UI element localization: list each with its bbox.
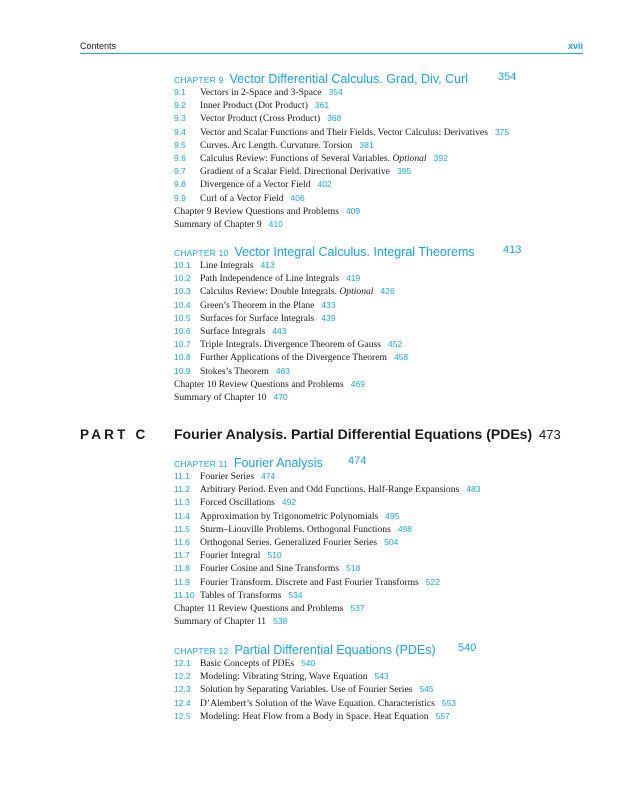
toc-entry xyxy=(174,152,594,165)
summary-page: 410 xyxy=(268,218,283,229)
chapter-10 xyxy=(174,243,594,404)
toc-entry xyxy=(174,670,594,683)
chapter-title: Fourier Analysis xyxy=(233,456,323,470)
toc-entry xyxy=(174,192,594,205)
section-page: 504 xyxy=(384,536,399,547)
summary-page: 538 xyxy=(273,616,288,627)
review-title: Chapter 11 Review Questions and Problems xyxy=(174,602,344,614)
section-page: 540 xyxy=(301,658,316,668)
section-page: 375 xyxy=(494,126,510,137)
section-page: 452 xyxy=(388,339,403,350)
section-title: Fourier Series xyxy=(200,471,255,482)
section-number: 9.2 xyxy=(174,100,186,111)
review-page: 537 xyxy=(350,602,365,613)
toc-entry xyxy=(174,259,594,272)
summary-entry xyxy=(174,218,594,231)
toc-entry xyxy=(174,99,594,112)
section-title: Modeling: Vibrating String, Wave Equation xyxy=(200,671,368,683)
summary-page: 470 xyxy=(273,391,288,402)
toc-entry xyxy=(174,338,594,351)
section-number: 9.5 xyxy=(174,139,186,150)
toc-entry xyxy=(174,562,594,575)
section-page: 368 xyxy=(327,113,342,124)
section-number: 12.4 xyxy=(174,697,191,708)
section-page: 426 xyxy=(380,286,395,297)
section-title: Path Independence of Line Integrals xyxy=(200,273,340,285)
section-title: Curves. Arc Length. Curvature. Torsion xyxy=(200,139,353,151)
section-page: 518 xyxy=(346,563,361,574)
section-page: 458 xyxy=(393,352,409,363)
section-title: Curl of a Vector Field xyxy=(200,192,284,204)
section-number: 11.4 xyxy=(174,510,190,521)
toc-entry xyxy=(174,510,594,523)
section-page: 553 xyxy=(441,697,457,708)
summary-title: Summary of Chapter 10 xyxy=(174,391,267,403)
section-page: 419 xyxy=(346,273,361,284)
section-page: 443 xyxy=(272,325,287,336)
section-number: 12.3 xyxy=(174,684,191,695)
summary-entry xyxy=(174,391,594,404)
toc-entry xyxy=(174,470,594,483)
section-number: 11.6 xyxy=(174,536,190,547)
chapter-label: CHAPTER 10 xyxy=(174,248,229,258)
section-title: Orthogonal Series. Generalized Fourier Series xyxy=(200,536,378,548)
review-page: 469 xyxy=(350,378,365,389)
section-title: Green’s Theorem in the Plane xyxy=(200,299,315,311)
section-number: 10.1 xyxy=(174,260,191,270)
section-title: Arbitrary Period. Even and Odd Functions. Half-Range Expansions xyxy=(200,484,460,496)
section-number: 11.5 xyxy=(174,523,190,534)
review-entry xyxy=(174,378,594,391)
review-page: 409 xyxy=(345,205,361,216)
section-title: Calculus Review: Double Integrals. xyxy=(200,286,337,298)
section-page: 413 xyxy=(260,260,275,270)
section-number: 9.6 xyxy=(174,152,186,163)
optional-note: Optional xyxy=(392,152,427,164)
section-page: 474 xyxy=(261,471,276,481)
section-number: 12.2 xyxy=(174,671,191,682)
section-title: Triple Integrals. Divergence Theorem of Gauss xyxy=(200,339,381,351)
section-number: 9.3 xyxy=(174,113,186,124)
section-number: 11.1 xyxy=(174,471,190,481)
toc-entry xyxy=(174,351,594,364)
section-number: 9.9 xyxy=(174,192,186,203)
section-page: 463 xyxy=(275,365,291,376)
chapter-heading xyxy=(174,641,594,657)
header-rule xyxy=(80,53,583,54)
review-title: Chapter 10 Review Questions and Problems xyxy=(174,378,344,390)
section-title: Forced Oscillations xyxy=(200,497,275,509)
section-page: 534 xyxy=(288,589,303,600)
part-label: PART C xyxy=(80,427,149,442)
toc-entry xyxy=(174,697,594,710)
section-number: 9.4 xyxy=(174,126,186,137)
section-page: 395 xyxy=(396,166,412,177)
section-number: 12.1 xyxy=(174,658,191,668)
section-title: Surface Integrals xyxy=(200,325,266,337)
chapter-page: 354 xyxy=(498,71,517,83)
chapter-heading xyxy=(174,454,594,470)
section-number: 10.2 xyxy=(174,273,191,284)
section-number: 10.3 xyxy=(174,286,191,297)
section-page: 492 xyxy=(281,497,297,508)
toc-entry xyxy=(174,683,594,696)
chapter-title: Partial Differential Equations (PDEs) xyxy=(234,643,436,657)
toc-entry xyxy=(174,86,594,99)
section-title: Vector and Scalar Functions and Their Fields. Vector Calculus: Derivatives xyxy=(200,126,488,138)
toc-entry xyxy=(174,165,594,178)
section-page: 361 xyxy=(314,100,330,111)
section-page: 439 xyxy=(321,312,336,323)
section-number: 11.10 xyxy=(174,589,195,600)
part-heading xyxy=(80,426,600,444)
summary-title: Summary of Chapter 9 xyxy=(174,218,262,230)
chapter-heading xyxy=(174,243,594,259)
review-title: Chapter 9 Review Questions and Problems xyxy=(174,205,339,217)
section-page: 543 xyxy=(374,671,389,682)
section-title: Stokes’s Theorem xyxy=(200,365,269,377)
section-page: 522 xyxy=(425,576,440,587)
section-page: 557 xyxy=(435,710,450,721)
section-title: Fourier Transform. Discrete and Fast Fourier Transforms xyxy=(200,576,419,588)
section-page: 402 xyxy=(317,179,332,190)
section-number: 10.6 xyxy=(174,325,191,336)
section-number: 11.2 xyxy=(174,484,190,495)
toc-entry xyxy=(174,126,594,139)
section-number: 10.9 xyxy=(174,365,191,376)
toc-entry xyxy=(174,365,594,378)
section-number: 10.7 xyxy=(174,339,191,350)
toc-entry xyxy=(174,312,594,325)
section-page: 392 xyxy=(433,152,448,163)
summary-entry xyxy=(174,615,594,628)
chapter-title: Vector Integral Calculus. Integral Theorems xyxy=(234,245,475,259)
chapter-page: 474 xyxy=(348,455,367,467)
section-page: 483 xyxy=(466,484,481,495)
toc-entry xyxy=(174,325,594,338)
section-number: 10.8 xyxy=(174,352,191,363)
toc-entry xyxy=(174,710,594,723)
toc-entry xyxy=(174,549,594,562)
toc-entry xyxy=(174,178,594,191)
section-title: Gradient of a Scalar Field. Directional Derivative xyxy=(200,166,390,178)
section-title: Fourier Cosine and Sine Transforms xyxy=(200,563,340,575)
toc-entry xyxy=(174,657,594,670)
section-title: Tables of Transforms xyxy=(200,589,282,601)
section-title: Surfaces for Surface Integrals xyxy=(200,312,315,324)
chapter-heading xyxy=(174,70,594,86)
review-entry xyxy=(174,602,594,615)
section-number: 9.8 xyxy=(174,179,186,190)
section-title: Solution by Separating Variables. Use of Fourier Series xyxy=(200,684,413,696)
section-page: 545 xyxy=(419,684,434,695)
section-number: 11.3 xyxy=(174,497,190,508)
running-head-title: Contents xyxy=(80,41,117,51)
part-page: 473 xyxy=(539,427,561,442)
section-page: 495 xyxy=(385,510,400,521)
section-number: 11.7 xyxy=(174,550,190,561)
chapter-label: CHAPTER 12 xyxy=(174,646,229,656)
toc-entry xyxy=(174,576,594,589)
section-page: 354 xyxy=(328,87,343,97)
toc-entry xyxy=(174,272,594,285)
section-number: 9.1 xyxy=(174,87,186,97)
toc-entry xyxy=(174,299,594,312)
optional-note: Optional xyxy=(339,286,374,298)
chapter-label: CHAPTER 11 xyxy=(174,459,228,469)
toc-entry xyxy=(174,496,594,509)
section-title: Vector Product (Cross Product) xyxy=(200,113,321,125)
section-title: Inner Product (Dot Product) xyxy=(200,100,308,112)
toc-entry xyxy=(174,483,594,496)
section-page: 498 xyxy=(397,523,412,534)
toc-entry xyxy=(174,285,594,298)
part-title: Fourier Analysis. Partial Differential Equations (PDEs) xyxy=(174,426,533,442)
section-number: 10.5 xyxy=(174,312,191,323)
toc-entry xyxy=(174,536,594,549)
chapter-title: Vector Differential Calculus. Grad, Div, Curl xyxy=(229,72,469,86)
toc-entry xyxy=(174,589,594,602)
section-number: 11.9 xyxy=(174,576,190,587)
section-title: Basic Concepts of PDEs xyxy=(200,658,295,669)
toc-entry xyxy=(174,523,594,536)
section-title: Fourier Integral xyxy=(200,550,261,562)
chapter-page: 540 xyxy=(458,642,477,654)
section-title: Divergence of a Vector Field xyxy=(200,179,311,191)
section-title: Vectors in 2-Space and 3-Space xyxy=(200,87,322,98)
section-title: Approximation by Trigonometric Polynomials xyxy=(200,510,379,522)
section-page: 510 xyxy=(267,550,282,561)
section-title: Modeling: Heat Flow from a Body in Space. Heat Equation xyxy=(200,710,429,722)
chapter-label: CHAPTER 9 xyxy=(174,75,224,85)
section-number: 11.8 xyxy=(174,563,190,574)
section-title: Further Applications of the Divergence Theorem xyxy=(200,352,387,364)
section-title: Sturm–Liouville Problems. Orthogonal Functions xyxy=(200,523,391,535)
chapter-9 xyxy=(174,70,594,231)
review-entry xyxy=(174,205,594,218)
section-number: 10.4 xyxy=(174,299,191,310)
section-number: 12.5 xyxy=(174,710,191,721)
section-page: 406 xyxy=(290,192,305,203)
section-page: 381 xyxy=(359,139,374,150)
chapter-page: 413 xyxy=(503,244,522,256)
section-title: Line Integrals xyxy=(200,260,254,271)
running-head xyxy=(80,41,583,53)
toc-entry xyxy=(174,139,594,152)
page-number: xvii xyxy=(567,41,583,51)
chapter-11 xyxy=(174,454,594,628)
section-title: Calculus Review: Functions of Several Variables. xyxy=(200,152,391,164)
toc-entry xyxy=(174,112,594,125)
section-title: D’Alembert’s Solution of the Wave Equation. Characteristics xyxy=(200,697,435,709)
chapter-12 xyxy=(174,641,594,723)
summary-title: Summary of Chapter 11 xyxy=(174,616,267,628)
section-number: 9.7 xyxy=(174,166,186,177)
section-page: 433 xyxy=(321,299,336,310)
